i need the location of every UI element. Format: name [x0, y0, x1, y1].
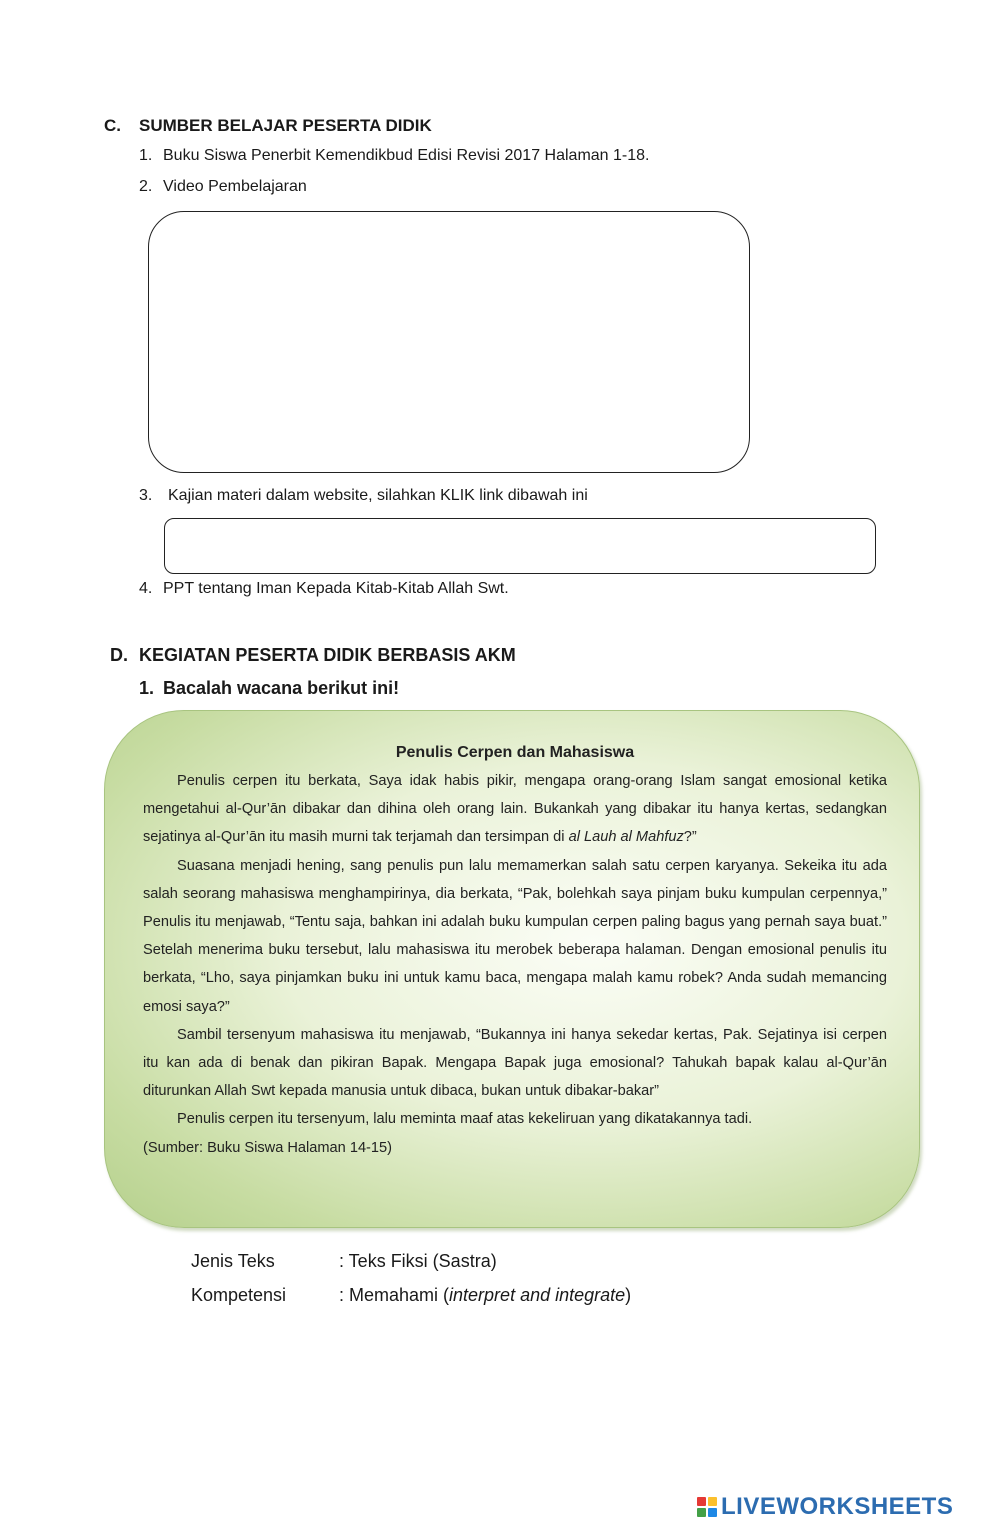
- list-item: Kajian materi dalam website, silahkan KLIK link dibawah ini: [168, 487, 588, 504]
- list-item: Video Pembelajaran: [163, 178, 307, 195]
- logo-square: [697, 1497, 706, 1506]
- competency-value: [339, 1285, 631, 1306]
- list-item-number: 3.: [139, 487, 153, 504]
- section-d-marker: D.: [110, 645, 128, 665]
- website-link-field[interactable]: [164, 518, 876, 574]
- subsection-title: Bacalah wacana berikut ini!: [163, 678, 400, 698]
- competency-label: Kompetensi: [191, 1285, 287, 1305]
- competency-row: [191, 1285, 791, 1309]
- logo-square: [708, 1508, 717, 1517]
- paragraph-text: ?”: [683, 829, 697, 846]
- reading-title: Penulis Cerpen dan Mahasiswa: [395, 744, 635, 761]
- video-embed-placeholder[interactable]: [148, 211, 750, 473]
- reading-passage-body: [143, 739, 887, 1162]
- reading-paragraph: [143, 767, 887, 852]
- competency-prefix: : Memahami (: [339, 1285, 450, 1305]
- subsection-number: 1.: [139, 678, 155, 698]
- section-d-title: KEGIATAN PESERTA DIDIK BERBASIS AKM: [139, 645, 516, 665]
- paragraph-text: Penulis cerpen itu berkata, Saya idak habis pikir, mengapa orang-orang Islam sangat emosional ketika mengetahui al-Qur’ān dibakar dan dihina oleh orang lain. Bukankah yang dibakar itu hanya kertas, sedangkan sejatinya al-Qur’ān itu masih murni tak terjamah dan tersimpan di: [143, 773, 887, 846]
- text-type-row: [191, 1251, 791, 1275]
- reading-source: (Sumber: Buku Siswa Halaman 14-15): [143, 1139, 393, 1156]
- text-type-label: Jenis Teks: [191, 1251, 275, 1271]
- competency-suffix: ): [625, 1285, 632, 1305]
- list-item-number: 4.: [139, 580, 153, 597]
- paragraph-italic-text: al Lauh al Mahfuz: [568, 829, 684, 846]
- logo-square: [708, 1497, 717, 1506]
- reading-paragraph: Penulis cerpen itu tersenyum, lalu meminta maaf atas kekeliruan yang dikatakannya tadi.: [177, 1111, 753, 1128]
- reading-passage-panel: [104, 710, 920, 1228]
- reading-paragraph: Suasana menjadi hening, sang penulis pun lalu memamerkan salah satu cerpen karyanya. Sekeika itu ada salah seorang mahasiswa menghampirinya, dia berkata, “Pak, bolehkah saya pinjam buku kumpulan cerpennya,” Penulis itu menjawab, “Tentu saja, bahkan ini adalah buku kumpulan cerpen paling bagus yang pernah saya buat.” Setelah menerima buku tersebut, lalu mahasiswa itu merobek beberapa halaman. Dengan emosional penulis itu berkata, “Lho, saya pinjamkan buku ini untuk kamu baca, mengapa malah kamu robek? Anda sudah memancing emosi saya?”: [143, 857, 887, 1015]
- list-item: Buku Siswa Penerbit Kemendikbud Edisi Revisi 2017 Halaman 1-18.: [163, 147, 650, 164]
- competency-italic: interpret and integrate: [449, 1285, 626, 1305]
- logo-square: [697, 1508, 706, 1517]
- liveworksheets-logo-icon: [697, 1497, 717, 1517]
- section-c-title: SUMBER BELAJAR PESERTA DIDIK: [139, 116, 432, 135]
- list-item-number: 2.: [139, 178, 153, 195]
- section-c-marker: C.: [104, 116, 121, 135]
- list-item: PPT tentang Iman Kepada Kitab-Kitab Allah Swt.: [163, 580, 509, 597]
- text-type-value: : Teks Fiksi (Sastra): [339, 1251, 497, 1271]
- list-item-number: 1.: [139, 147, 153, 164]
- liveworksheets-logo: [697, 1490, 953, 1524]
- liveworksheets-logo-text: LIVEWORKSHEETS: [721, 1493, 954, 1520]
- reading-paragraph: Sambil tersenyum mahasiswa itu menjawab, “Bukannya ini hanya sekedar kertas, Pak. Sejatinya isi cerpen itu kan ada di benak dan pikiran Bapak. Mengapa Bapak juga emosional? Tahukah bapak kalau al-Qur’ān diturunkan Allah Swt kepada manusia untuk dibaca, bukan untuk dibakar-bakar”: [143, 1026, 887, 1100]
